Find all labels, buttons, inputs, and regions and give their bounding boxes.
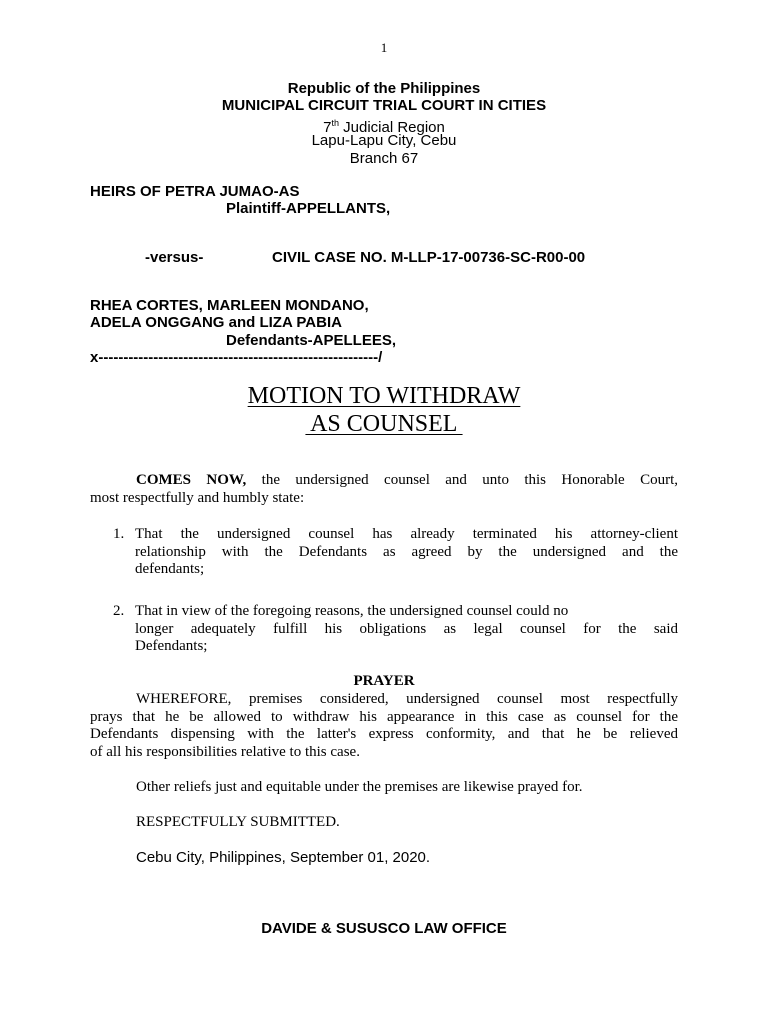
caption-separator: x--------------------------------------------------------/ bbox=[90, 349, 383, 366]
versus-label: -versus- bbox=[145, 249, 204, 266]
region-number: 7 bbox=[323, 119, 332, 136]
other-reliefs: Other reliefs just and equitable under the premises are likewise prayed for. bbox=[136, 779, 583, 795]
intro-paragraph bbox=[90, 472, 678, 507]
region-label: Judicial Region bbox=[338, 119, 445, 136]
header-court: MUNICIPAL CIRCUIT TRIAL COURT IN CITIES bbox=[221, 97, 547, 114]
item-2-number: 2. bbox=[113, 603, 125, 619]
item-1-line-2: relationship with the Defendants as agreed by the undersigned and the bbox=[135, 543, 678, 560]
intro-bold: COMES NOW, bbox=[136, 472, 247, 488]
prayer-paragraph bbox=[90, 691, 678, 761]
plaintiffs-role: Plaintiff-APPELLANTS, bbox=[226, 200, 391, 217]
page-number: 1 bbox=[380, 40, 388, 55]
item-1-text bbox=[135, 526, 678, 579]
intro-text: the undersigned counsel and unto this Honorable Court, bbox=[246, 472, 678, 488]
header-city: Lapu-Lapu City, Cebu bbox=[311, 132, 457, 149]
law-office-name: DAVIDE & SUSUSCO LAW OFFICE bbox=[261, 920, 507, 937]
item-1-line-3: defendants; bbox=[135, 561, 205, 577]
intro-line-2: most respectfully and humbly state: bbox=[90, 489, 305, 506]
item-2-line-1: That in view of the foregoing reasons, the undersigned counsel could no bbox=[135, 603, 569, 619]
item-2-line-3: Defendants; bbox=[135, 638, 208, 654]
defendants-role: Defendants-APELLEES, bbox=[226, 332, 397, 349]
prayer-heading: PRAYER bbox=[353, 673, 415, 689]
respectfully-submitted: RESPECTFULLY SUBMITTED. bbox=[136, 814, 340, 830]
prayer-line-3: Defendants dispensing with the latter's express conformity, and that he be relieved bbox=[90, 726, 678, 742]
item-2-text bbox=[135, 603, 678, 656]
item-1-number: 1. bbox=[113, 526, 125, 542]
prayer-line-1: WHEREFORE, premises considered, undersigned counsel most respectfully bbox=[136, 691, 678, 707]
case-number: CIVIL CASE NO. M-LLP-17-00736-SC-R00-00 bbox=[272, 249, 586, 266]
place-date: Cebu City, Philippines, September 01, 2020. bbox=[136, 849, 431, 866]
plaintiffs-name: HEIRS OF PETRA JUMAO-AS bbox=[90, 183, 300, 200]
region-suffix: th bbox=[331, 118, 339, 128]
item-2-line-2: longer adequately fulfill his obligations as legal counsel for the said bbox=[135, 620, 678, 637]
document-title-line-2: AS COUNSEL bbox=[305, 411, 463, 437]
defendants-line-2: ADELA ONGGANG and LIZA PABIA bbox=[90, 314, 342, 331]
document-title-line-1: MOTION TO WITHDRAW bbox=[247, 383, 521, 409]
header-republic: Republic of the Philippines bbox=[287, 80, 481, 97]
prayer-line-4: of all his responsibilities relative to this case. bbox=[90, 743, 360, 760]
defendants-line-1: RHEA CORTES, MARLEEN MONDANO, bbox=[90, 297, 369, 314]
item-1-line-1: That the undersigned counsel has already terminated his attorney-client bbox=[135, 526, 678, 542]
prayer-line-2: prays that he be allowed to withdraw his appearance in this case as counsel for the bbox=[90, 708, 678, 725]
header-branch: Branch 67 bbox=[349, 150, 419, 167]
